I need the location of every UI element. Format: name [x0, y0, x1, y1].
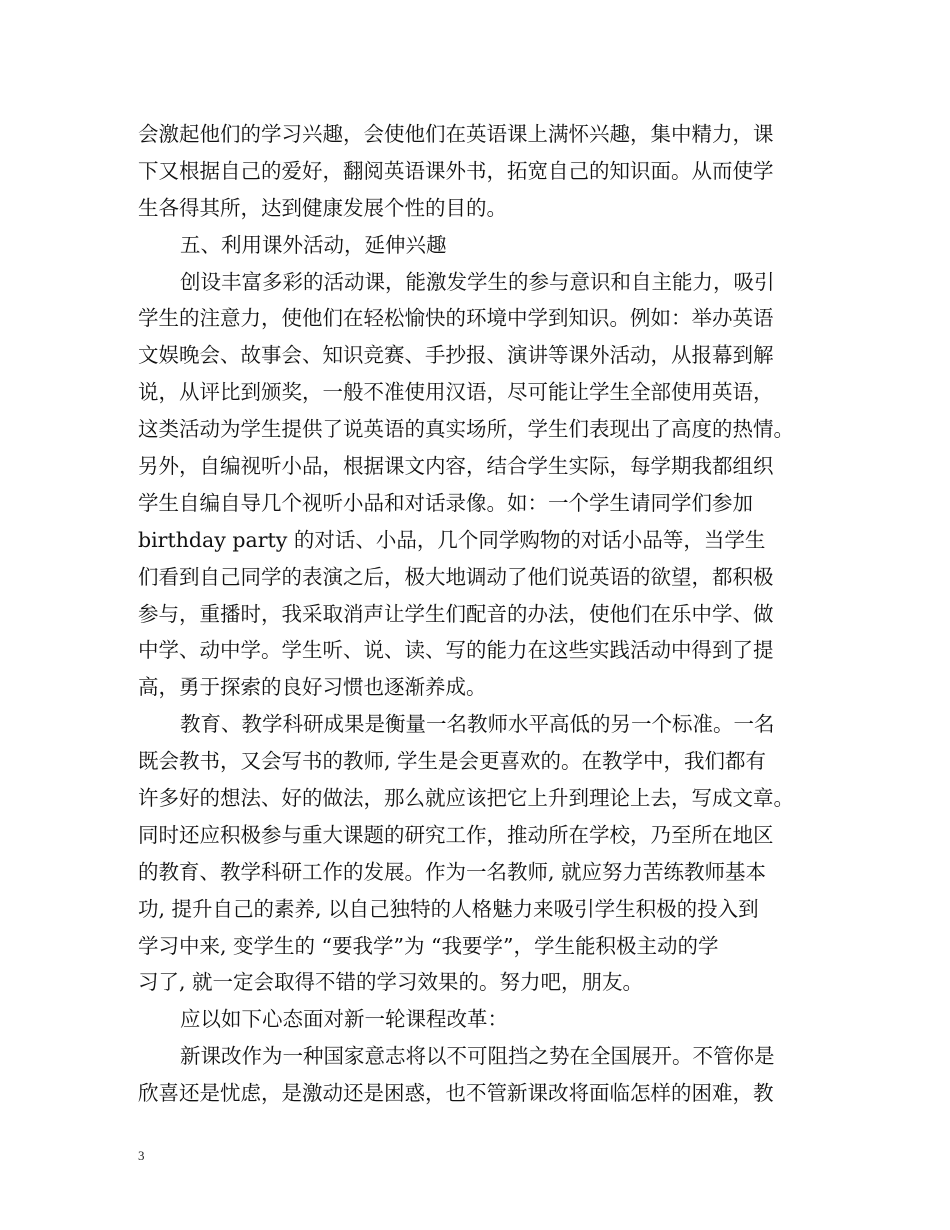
text-line: 说，从评比到颁奖，一般不准使用汉语，尽可能让学生全部使用英语，	[138, 380, 774, 405]
text-line: 会激起他们的学习兴趣，会使他们在英语课上满怀兴趣，集中精力，课	[138, 122, 774, 146]
text-line: 教育、教学科研成果是衡量一名教师水平高低的另一个标准。一名	[180, 712, 775, 737]
page-number: 3	[138, 1148, 145, 1163]
text-line: 参与，重播时，我采取消声让学生们配音的办法，使他们在乐中学、做	[138, 601, 774, 626]
text-line: 学生自编自导几个视听小品和对话录像。如：一个学生请同学们参加	[138, 490, 753, 515]
text-line: 学生的注意力，使他们在轻松愉快的环境中学到知识。例如：举办英语	[138, 306, 774, 331]
text-line: 的教育、教学科研工作的发展。作为一名教师, 就应努力苦练教师基本	[138, 859, 767, 884]
text-line: 文娱晚会、故事会、知识竞赛、手抄报、演讲等课外活动，从报幕到解	[138, 343, 774, 368]
text-line: 下又根据自己的爱好，翻阅英语课外书，拓宽自己的知识面。从而使学	[138, 158, 774, 183]
text-line: 欣喜还是忧虑，是激动还是困惑，也不管新课改将面临怎样的困难，教	[138, 1081, 774, 1106]
text-line: 功, 提升自己的素养, 以自己独特的人格魅力来吸引学生积极的投入到	[138, 896, 759, 921]
text-line: 同时还应积极参与重大课题的研究工作，推动所在学校，乃至所在地区	[138, 822, 774, 847]
text-line: birthday party 的对话、小品，几个同学购物的对话小品等，当学生	[138, 527, 766, 552]
text-line: 高，勇于探索的良好习惯也逐渐养成。	[138, 675, 487, 700]
text-line: 新课改作为一种国家意志将以不可阻挡之势在全国展开。不管你是	[180, 1044, 775, 1069]
text-line: 既会教书，又会写书的教师, 学生是会更喜欢的。在教学中，我们都有	[138, 749, 767, 774]
text-line: 中学、动中学。学生听、说、读、写的能力在这些实践活动中得到了提	[138, 638, 774, 663]
document-body	[138, 116, 818, 1112]
text-line: 五、利用课外活动，延伸兴趣	[180, 232, 447, 257]
text-line: 创设丰富多彩的活动课，能激发学生的参与意识和自主能力，吸引	[180, 269, 775, 294]
text-line: 许多好的想法、好的做法，那么就应该把它上升到理论上去，写成文章。	[138, 786, 794, 811]
text-line: 习了, 就一定会取得不错的学习效果的。努力吧，朋友。	[138, 970, 644, 995]
text-line: 学习中来, 变学生的 “要我学”为 “我要学”，学生能积极主动的学	[138, 933, 719, 958]
text-line: 应以如下心态面对新一轮课程改革：	[180, 1007, 508, 1032]
text-line: 生各得其所，达到健康发展个性的目的。	[138, 195, 507, 220]
text-line: 另外，自编视听小品，根据课文内容，结合学生实际，每学期我都组织	[138, 454, 774, 479]
text-line: 这类活动为学生提供了说英语的真实场所，学生们表现出了高度的热情。	[138, 417, 794, 442]
text-line: 们看到自己同学的表演之后，极大地调动了他们说英语的欲望，都积极	[138, 564, 774, 589]
